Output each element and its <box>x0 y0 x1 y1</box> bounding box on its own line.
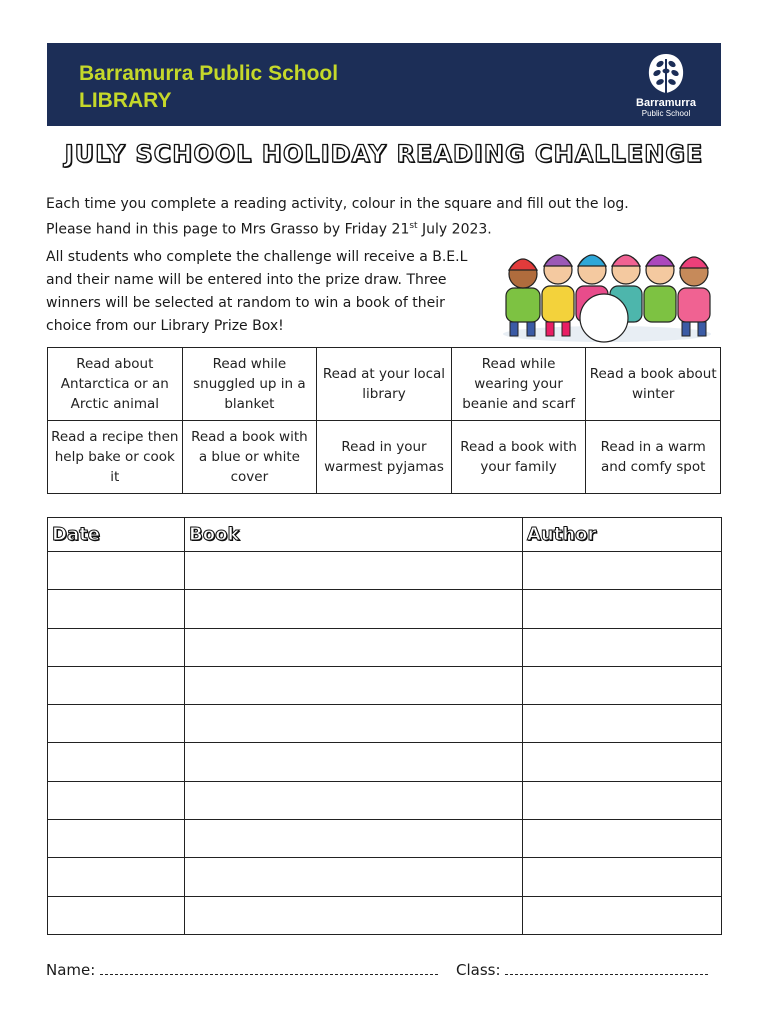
log-book-cell[interactable] <box>185 666 523 704</box>
challenge-square[interactable]: Read about Antarctica or an Arctic animal <box>48 348 183 421</box>
instruction-line-1: Each time you complete a reading activity, colour in the square and fill out the log. <box>46 196 629 212</box>
log-book-cell[interactable] <box>185 552 523 590</box>
book-column-header: Book <box>185 518 523 552</box>
log-row <box>48 896 722 934</box>
log-date-cell[interactable] <box>48 858 185 896</box>
instruction-line-2 <box>46 215 736 241</box>
challenge-square[interactable]: Read while wearing your beanie and scarf <box>451 348 586 421</box>
class-field[interactable] <box>456 960 708 979</box>
tree-logo-icon <box>646 51 686 97</box>
log-date-cell[interactable] <box>48 743 185 781</box>
challenge-square[interactable]: Read a book about winter <box>586 348 721 421</box>
logo-subtitle: Public School <box>641 109 691 118</box>
logo-name: Barramurra <box>636 97 696 109</box>
log-date-cell[interactable] <box>48 552 185 590</box>
log-date-cell[interactable] <box>48 820 185 858</box>
challenge-row <box>48 421 721 494</box>
log-date-cell[interactable] <box>48 628 185 666</box>
children-in-winter-clothes-icon <box>500 238 715 344</box>
log-book-cell[interactable] <box>185 743 523 781</box>
log-date-cell[interactable] <box>48 590 185 628</box>
log-row <box>48 705 722 743</box>
date-column-header: Date <box>48 518 185 552</box>
challenge-square[interactable]: Read in your warmest pyjamas <box>317 421 452 494</box>
log-row <box>48 628 722 666</box>
date-suffix: st <box>409 221 418 231</box>
challenge-square[interactable]: Read in a warm and comfy spot <box>586 421 721 494</box>
class-line[interactable] <box>505 960 708 975</box>
log-author-cell[interactable] <box>523 820 722 858</box>
challenge-grid <box>47 347 721 494</box>
log-author-cell[interactable] <box>523 628 722 666</box>
log-row <box>48 666 722 704</box>
log-book-cell[interactable] <box>185 820 523 858</box>
name-field[interactable] <box>46 960 438 979</box>
log-date-cell[interactable] <box>48 666 185 704</box>
reading-log-table <box>47 517 722 935</box>
author-column-header: Author <box>523 518 722 552</box>
log-book-cell[interactable] <box>185 858 523 896</box>
log-date-cell[interactable] <box>48 896 185 934</box>
name-line[interactable] <box>100 960 438 975</box>
challenge-square[interactable]: Read a recipe then help bake or cook it <box>48 421 183 494</box>
challenge-row <box>48 348 721 421</box>
log-author-cell[interactable] <box>523 743 722 781</box>
challenge-square[interactable]: Read a book with a blue or white cover <box>182 421 317 494</box>
log-author-cell[interactable] <box>523 858 722 896</box>
page-title: JULY SCHOOL HOLIDAY READING CHALLENGE <box>64 140 704 168</box>
log-author-cell[interactable] <box>523 781 722 819</box>
log-book-cell[interactable] <box>185 896 523 934</box>
school-header <box>47 43 721 126</box>
class-label: Class: <box>456 961 501 979</box>
log-author-cell[interactable] <box>523 590 722 628</box>
log-author-cell[interactable] <box>523 552 722 590</box>
log-book-cell[interactable] <box>185 705 523 743</box>
log-header-row <box>48 518 722 552</box>
log-row <box>48 743 722 781</box>
challenge-square[interactable]: Read a book with your family <box>451 421 586 494</box>
school-name: Barramurra Public School LIBRARY <box>79 62 339 112</box>
log-book-cell[interactable] <box>185 590 523 628</box>
challenge-square[interactable]: Read at your local library <box>317 348 452 421</box>
deadline-year: July 2023. <box>417 221 492 238</box>
log-author-cell[interactable] <box>523 896 722 934</box>
log-row <box>48 552 722 590</box>
school-logo <box>629 51 703 119</box>
log-row <box>48 781 722 819</box>
log-row <box>48 590 722 628</box>
challenge-description: All students who complete the challenge will receive a B.E.L and their name will be entered into the prize draw. Three winners will be selected at random to win a book of their choice from our Library Prize Box! <box>46 249 468 334</box>
log-date-cell[interactable] <box>48 781 185 819</box>
name-label: Name: <box>46 961 96 979</box>
log-row <box>48 858 722 896</box>
log-book-cell[interactable] <box>185 628 523 666</box>
deadline-text: Please hand in this page to Mrs Grasso by Friday 21 <box>46 221 410 238</box>
log-date-cell[interactable] <box>48 705 185 743</box>
challenge-square[interactable]: Read while snuggled up in a blanket <box>182 348 317 421</box>
log-author-cell[interactable] <box>523 705 722 743</box>
log-body <box>48 552 722 935</box>
log-author-cell[interactable] <box>523 666 722 704</box>
log-book-cell[interactable] <box>185 781 523 819</box>
log-row <box>48 820 722 858</box>
instructions <box>46 193 736 241</box>
